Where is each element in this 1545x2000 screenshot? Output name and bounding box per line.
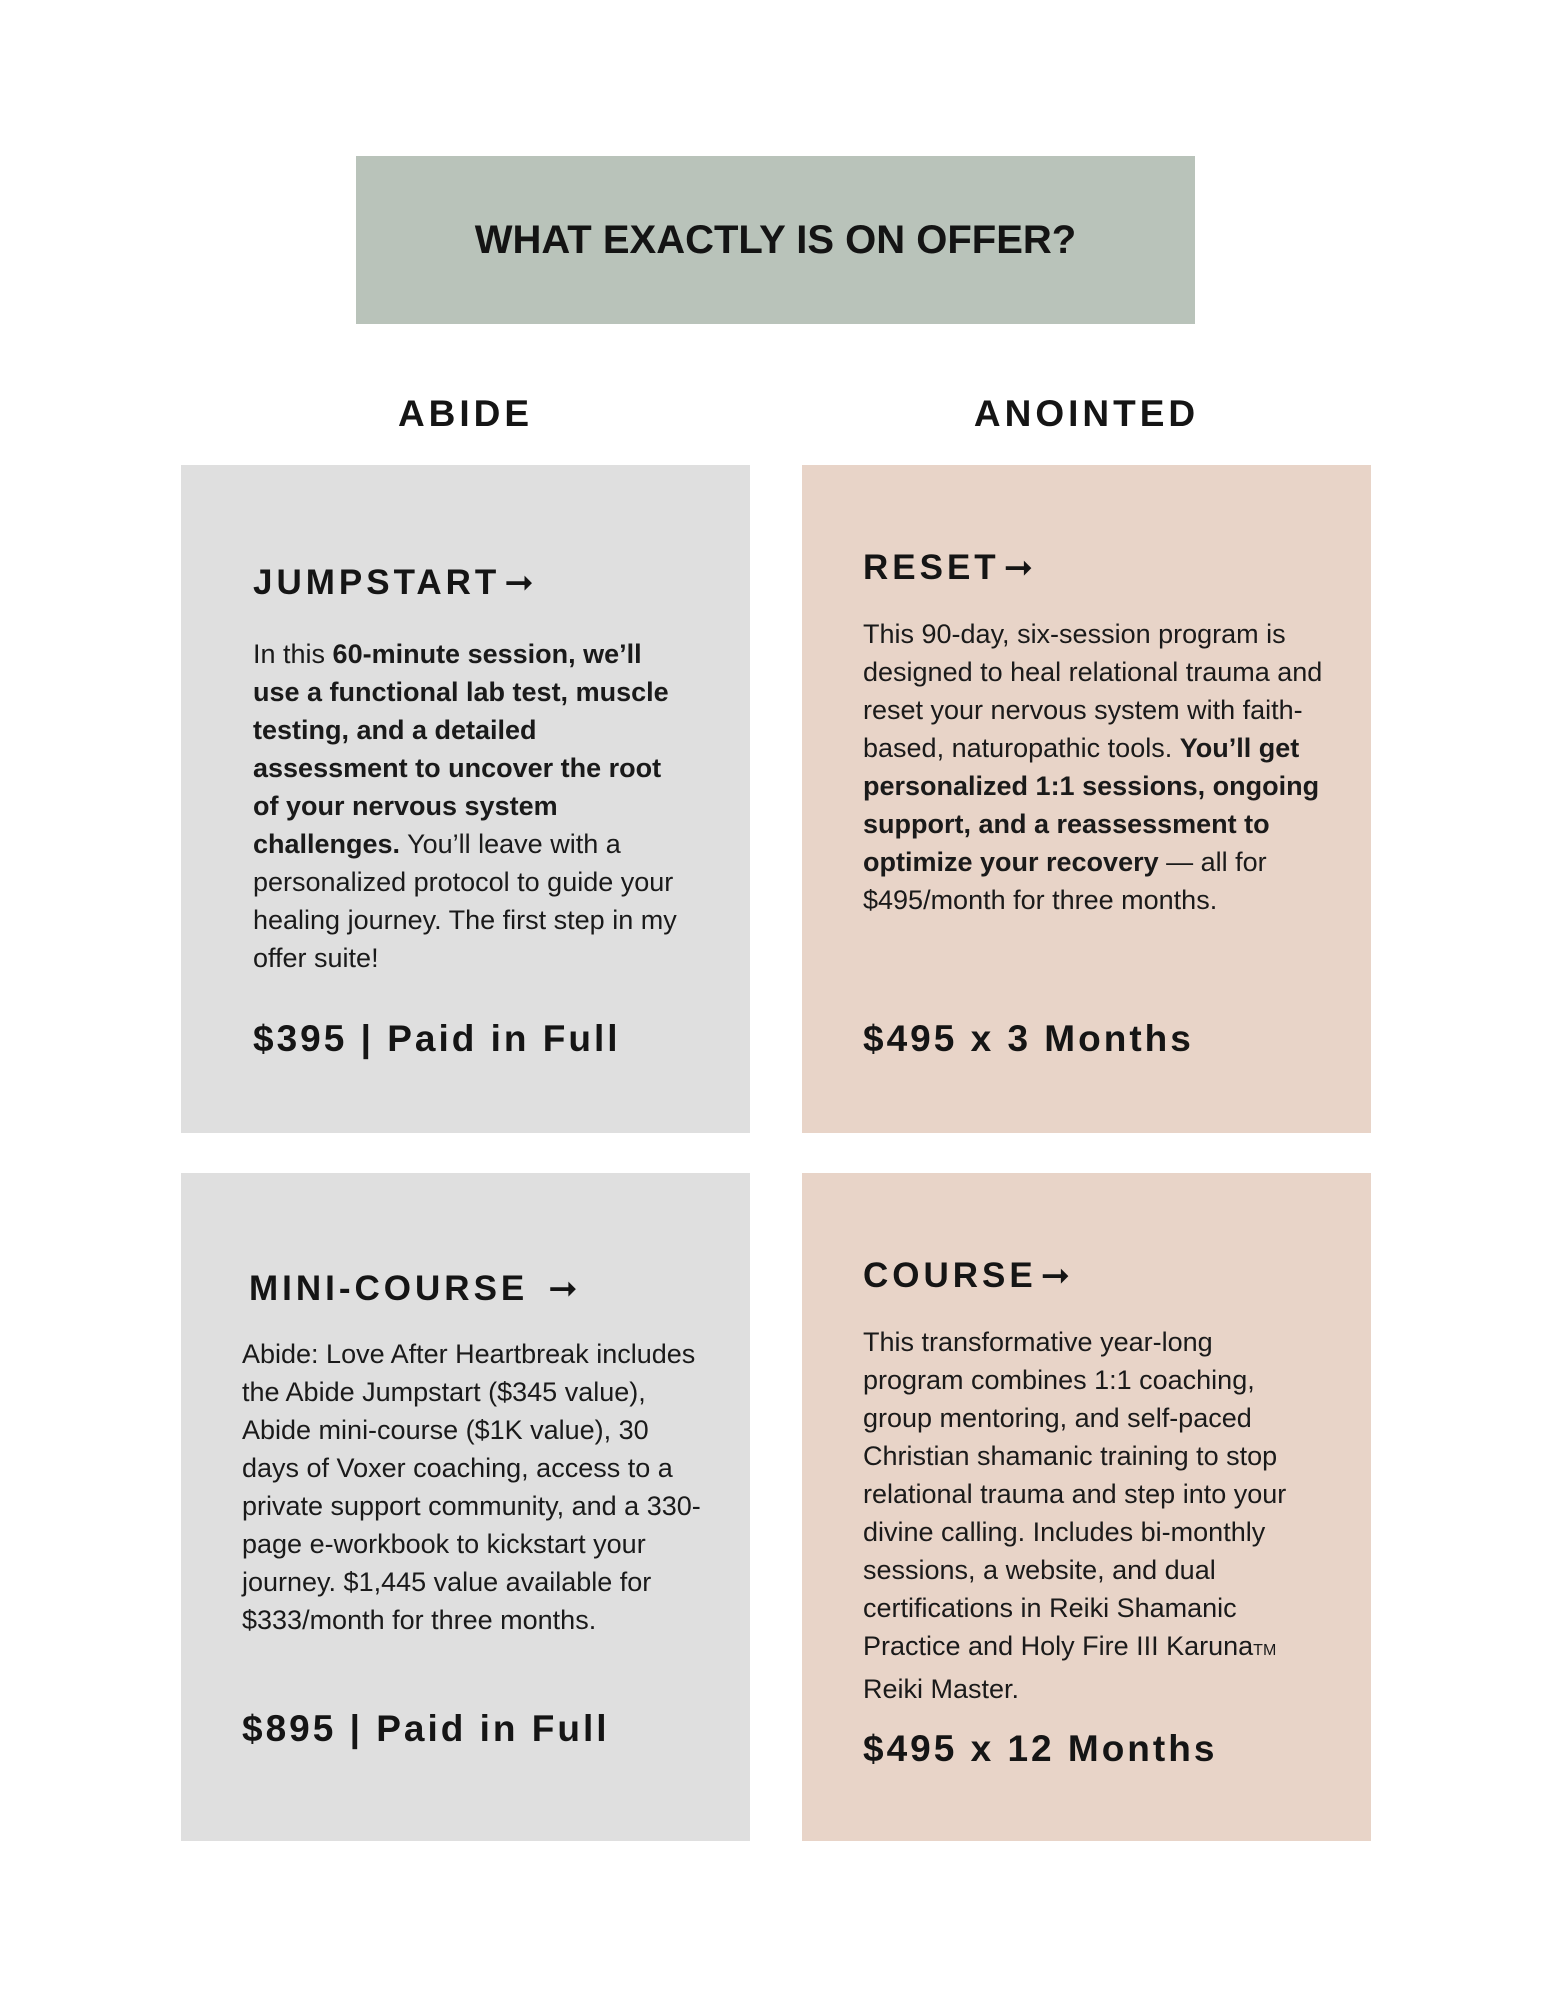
- card-title-text: COURSE: [863, 1256, 1037, 1295]
- price-reset: $495 x 3 Months: [863, 1018, 1194, 1059]
- card-title-jumpstart: [253, 563, 538, 603]
- card-title-minicourse: [249, 1269, 582, 1309]
- arrow-right-icon: ➞: [548, 1269, 582, 1308]
- card-description-course: [863, 1323, 1318, 1708]
- column-heading-abide: ABIDE: [397, 393, 534, 434]
- description-rest: You’ll leave with a personalized protocol to guide your healing journey. The first step in my offer suite!: [253, 829, 677, 973]
- card-description-reset: [863, 615, 1323, 919]
- card-title-reset: [863, 548, 1037, 588]
- arrow-right-icon: ➞: [1040, 1256, 1075, 1295]
- description-end: Reiki Master.: [863, 1674, 1020, 1704]
- card-minicourse: [181, 1173, 750, 1841]
- price-jumpstart: $395 | Paid in Full: [253, 1018, 621, 1059]
- arrow-right-icon: ➞: [504, 563, 538, 602]
- card-course: [802, 1173, 1371, 1841]
- page-title: WHAT EXACTLY IS ON OFFER?: [474, 217, 1077, 262]
- card-jumpstart: [181, 465, 750, 1133]
- card-reset: [802, 465, 1371, 1133]
- description-rest: — all for $495/month for three months.: [863, 847, 1267, 915]
- description-intro: In this: [253, 639, 333, 669]
- description-highlight: 60-minute session, we’ll use a functional lab test, muscle testing, and a detailed assessment to uncover the root of your nervous system challenges.: [253, 639, 669, 859]
- card-title-course: [863, 1256, 1074, 1296]
- card-title-text: MINI-COURSE: [249, 1269, 529, 1308]
- header-banner: [356, 156, 1195, 324]
- trademark-mark: TM: [1253, 1642, 1277, 1659]
- card-description-jumpstart: [253, 635, 693, 977]
- arrow-right-icon: ➞: [1003, 548, 1038, 587]
- card-title-text: JUMPSTART: [253, 563, 501, 602]
- card-title-text: RESET: [863, 548, 1000, 587]
- price-minicourse: $895 | Paid in Full: [242, 1708, 610, 1749]
- price-course: $495 x 12 Months: [863, 1728, 1218, 1769]
- description-highlight: You’ll get personalized 1:1 sessions, ongoing support, and a reassessment to optimize your recovery: [863, 733, 1320, 877]
- column-heading-anointed: ANOINTED: [973, 393, 1200, 434]
- description-main: This transformative year-long program combines 1:1 coaching, group mentoring, and self-paced Christian shamanic training to stop relational trauma and step into your divine calling. Includes bi-monthly sessions, a website, and dual certifications in Reiki Shamanic Practice and Holy Fire III Karuna: [863, 1327, 1287, 1661]
- description-intro: This 90-day, six-session program is designed to heal relational trauma and reset your nervous system with faith-based, naturopathic tools.: [863, 619, 1323, 763]
- card-description-minicourse: Abide: Love After Heartbreak includes the Abide Jumpstart ($345 value), Abide mini-course ($1K value), 30 days of Voxer coaching, access to a private support community, and a 330-page e-workbook to kickstart your journey. $1,445 value available for $333/month for three months.: [242, 1339, 701, 1635]
